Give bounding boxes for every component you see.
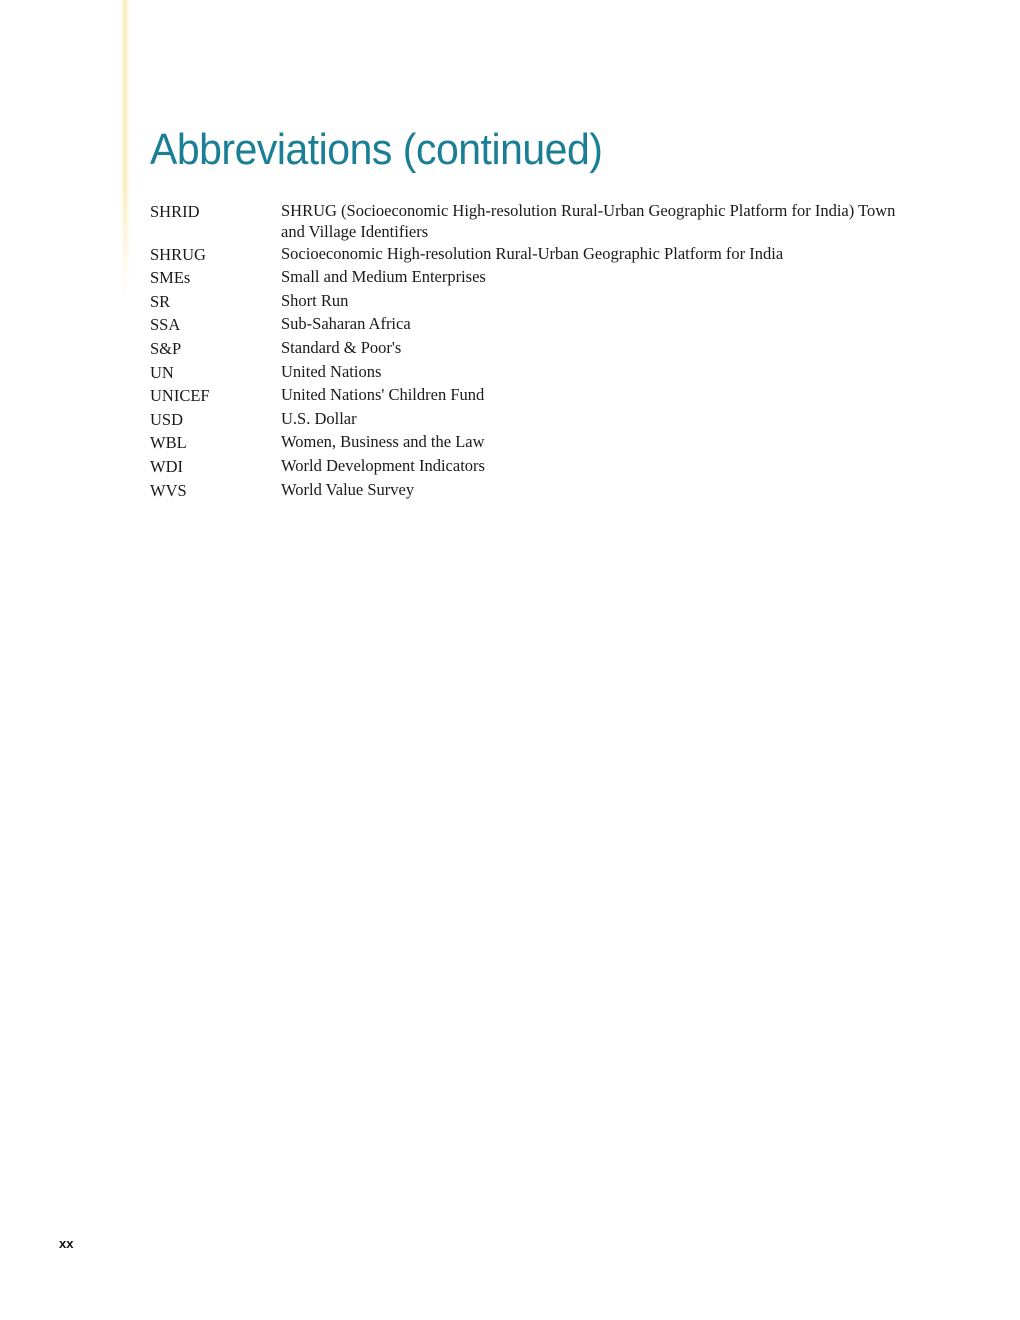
abbreviation-definition: United Nations' Children Fund bbox=[281, 385, 485, 405]
abbreviation-term: S&P bbox=[150, 338, 182, 358]
abbreviation-definition: World Development Indicators bbox=[281, 455, 485, 475]
abbreviation-term: UN bbox=[150, 362, 174, 382]
abbreviation-definition: Standard & Poor's bbox=[281, 337, 402, 357]
abbreviation-term: SR bbox=[150, 291, 171, 311]
abbreviation-row bbox=[150, 455, 910, 478]
abbreviation-row bbox=[150, 408, 910, 431]
abbreviation-definition: Small and Medium Enterprises bbox=[281, 267, 486, 287]
abbreviation-row bbox=[150, 361, 910, 384]
decorative-gutter-bar bbox=[121, 0, 131, 300]
abbreviation-definition: Women, Business and the Law bbox=[281, 432, 485, 452]
abbreviation-term: USD bbox=[150, 409, 184, 429]
abbreviation-term: SHRUG bbox=[150, 244, 206, 264]
abbreviation-list bbox=[150, 200, 910, 502]
abbreviation-term: SMEs bbox=[150, 268, 191, 288]
abbreviation-definition: Sub-Saharan Africa bbox=[281, 314, 411, 334]
abbreviation-row bbox=[150, 266, 910, 289]
abbreviation-definition: World Value Survey bbox=[281, 479, 415, 499]
abbreviation-definition: Short Run bbox=[281, 290, 349, 310]
page-number: xx bbox=[59, 1236, 74, 1251]
abbreviation-row bbox=[150, 243, 910, 266]
abbreviation-term: UNICEF bbox=[150, 386, 210, 406]
abbreviation-row bbox=[150, 479, 910, 502]
abbreviation-row bbox=[150, 290, 910, 313]
abbreviation-definition: United Nations bbox=[281, 361, 382, 381]
abbreviation-term: WVS bbox=[150, 480, 187, 500]
abbreviation-definition: SHRUG (Socioeconomic High-resolution Rural-Urban Geographic Platform for India) Town and Village Identifiers bbox=[281, 201, 896, 241]
abbreviation-term: SHRID bbox=[150, 202, 200, 221]
abbreviation-term: WDI bbox=[150, 456, 183, 476]
abbreviation-term: WBL bbox=[150, 433, 187, 453]
page-title: Abbreviations (continued) bbox=[150, 125, 603, 174]
abbreviation-row bbox=[150, 313, 910, 336]
abbreviation-row bbox=[150, 337, 910, 360]
abbreviation-row bbox=[150, 200, 910, 242]
abbreviation-row bbox=[150, 384, 910, 407]
abbreviation-definition: U.S. Dollar bbox=[281, 408, 357, 428]
abbreviation-term: SSA bbox=[150, 315, 181, 335]
abbreviation-definition: Socioeconomic High-resolution Rural-Urban Geographic Platform for India bbox=[281, 243, 784, 263]
abbreviation-row bbox=[150, 431, 910, 454]
